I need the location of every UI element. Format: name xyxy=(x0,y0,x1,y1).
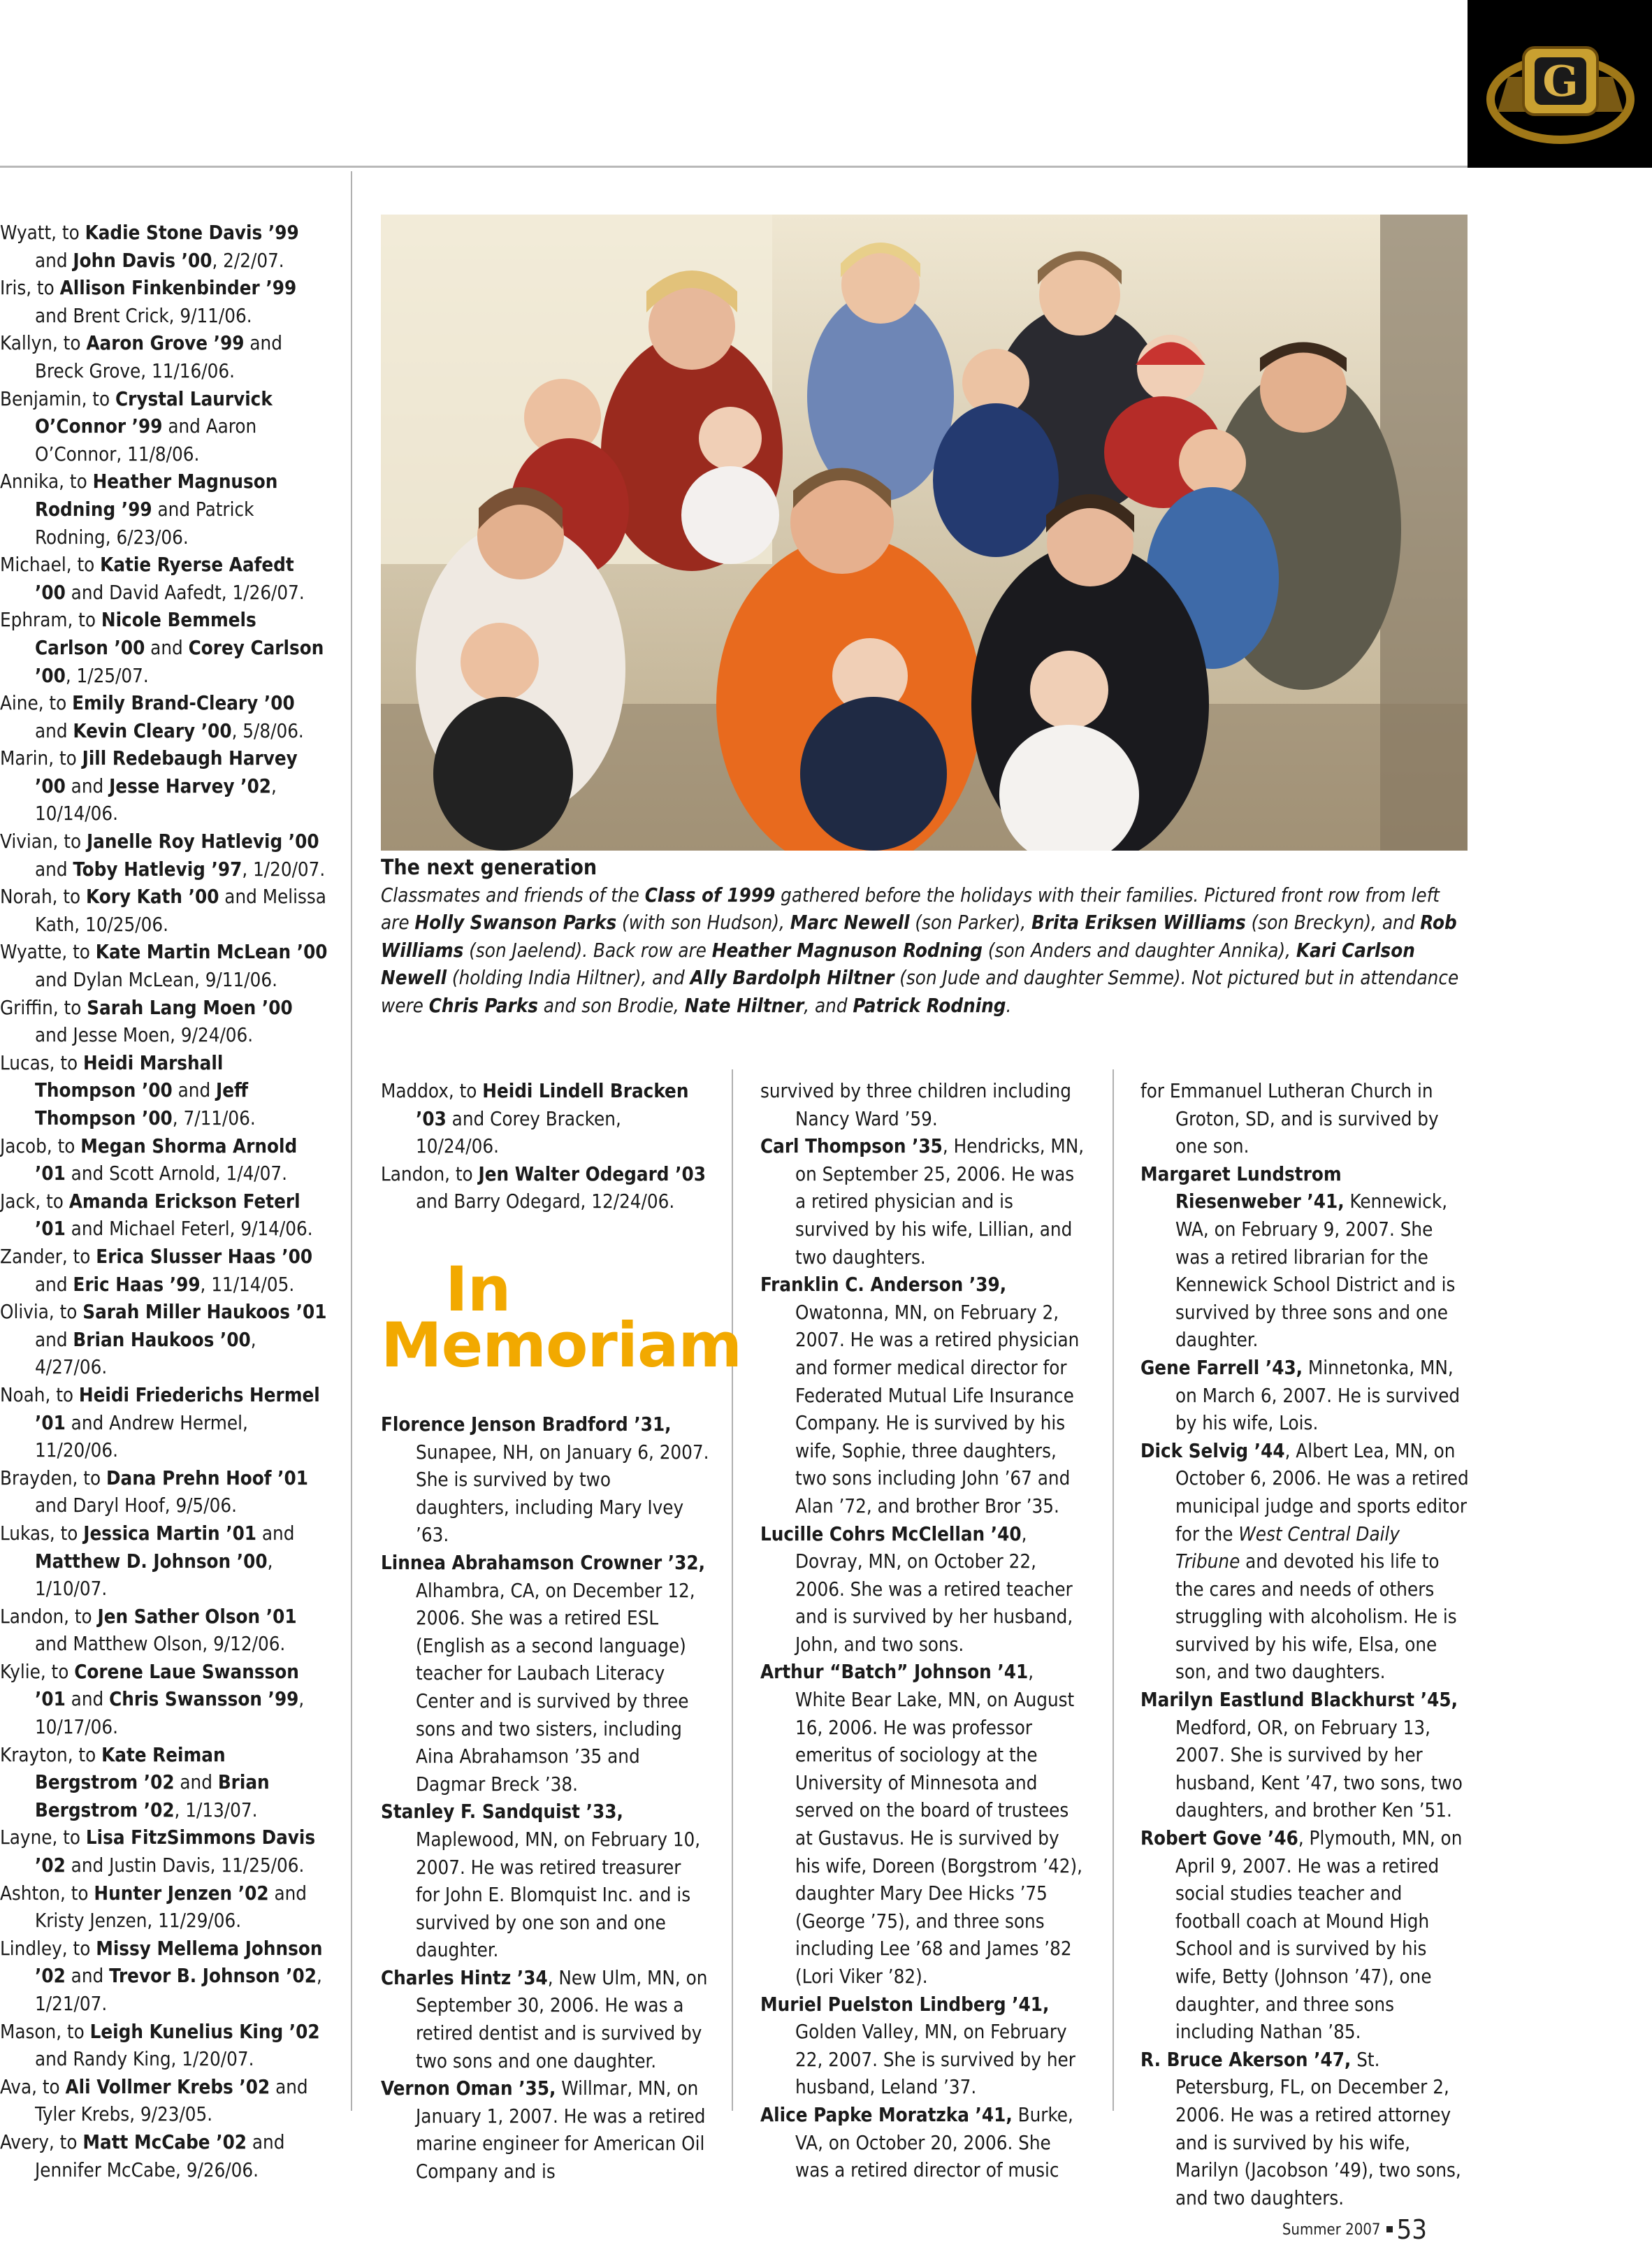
name-text: Dick Selvig ’44 xyxy=(1140,1439,1285,1462)
obituary-entry xyxy=(1140,1161,1469,1355)
group-photo xyxy=(381,215,1468,851)
name-text: Dana Prehn Hoof ’01 xyxy=(106,1466,308,1489)
text-run: Minnetonka, MN, on March 6, 2007. He is survived by his wife, Lois. xyxy=(1175,1356,1461,1435)
name-text: Kevin Cleary ’00 xyxy=(73,719,232,742)
text-run: , 1/20/07. xyxy=(242,858,326,881)
name-text: Ally Bardolph Hiltner xyxy=(690,967,894,990)
text-run: and Jesse Moen, 9/24/06. xyxy=(35,1024,254,1047)
name-text: Trevor B. Johnson ’02 xyxy=(109,1965,317,1988)
birth-announcement xyxy=(0,1520,328,1603)
text-run: Sunapee, NH, on January 6, 2007. She is survived by two daughters, including Mary Ivey ’63. xyxy=(416,1441,709,1547)
obituary-entry xyxy=(1140,1355,1469,1438)
text-run: and Corey Bracken, 10/24/06. xyxy=(416,1107,621,1158)
text-run: Alhambra, CA, on December 12, 2006. She was a retired ESL (English as a second language) teacher for Laubach Literacy Center and is survived by three sons and two sisters, including Aina Abrahamson ’35 and Dagmar Breck ’38. xyxy=(416,1579,695,1796)
birth-announcement xyxy=(0,2074,328,2129)
name-text: Amanda Erickson Feterl ’01 xyxy=(35,1190,300,1241)
text-run: , 1/21/07. xyxy=(35,1965,322,2015)
text-run: and Andrew Hermel, 11/20/06. xyxy=(35,1411,248,1462)
birth-announcement xyxy=(0,219,328,275)
obituary-entry xyxy=(1140,1825,1469,2047)
text-run: survived by three children including Nancy Ward ’59. xyxy=(760,1080,1071,1130)
text-run: and xyxy=(35,249,73,272)
name-text: Charles Hintz ’34 xyxy=(381,1966,548,1989)
text-run: (son Jude and daughter Semme). Not pictured but in attendance were xyxy=(381,967,1459,1017)
text-run: , 11/14/05. xyxy=(200,1273,295,1296)
memoriam-heading-line2: Memoriam xyxy=(381,1309,742,1381)
name-text: Janelle Roy Hatlevig ’00 xyxy=(86,830,319,853)
text-run: and son Brodie, xyxy=(537,994,685,1017)
text-run: and Aaron O’Connor, 11/8/06. xyxy=(35,415,257,465)
text-run: Kennewick, WA, on February 9, 2007. She was a retired librarian for the Kennewick School District and is survived by three sons and one daughter. xyxy=(1175,1190,1456,1352)
name-text: Jessica Martin ’01 xyxy=(83,1522,257,1545)
name-text: Emily Brand-Cleary ’00 xyxy=(72,692,295,715)
text-run: gathered before the holidays with their families. Pictured front row from left are xyxy=(381,883,1440,934)
text-run: Medford, OR, on February 13, 2007. She is survived by her husband, Kent ’47, two sons, two daughters, and brother Ken ’51. xyxy=(1175,1716,1463,1822)
text-run: for Emmanuel Lutheran Church in Groton, SD, and is survived by one son. xyxy=(1140,1080,1439,1158)
name-text: Aaron Grove ’99 xyxy=(86,332,245,355)
caption-text xyxy=(381,882,1471,1020)
text-run: , 1/10/07. xyxy=(35,1550,273,1601)
text-run: Kylie, to xyxy=(0,1660,75,1683)
text-run: and xyxy=(35,719,73,742)
name-text: Margaret Lundstrom Riesenweber ’41, xyxy=(1140,1162,1345,1213)
text-run: and xyxy=(35,1273,73,1296)
name-text: Kate Reiman Bergstrom ’02 xyxy=(35,1743,226,1794)
text-run: , 2/2/07. xyxy=(212,249,284,272)
text-run: , Dovray, MN, on October 22, 2006. She was a retired teacher and is survived by her husband, John, and two sons. xyxy=(795,1522,1073,1656)
name-text: Muriel Puelston Lindberg ’41, xyxy=(760,1993,1050,2016)
obituary-entry xyxy=(1140,2047,1469,2213)
class-ring-emblem xyxy=(1468,0,1652,168)
name-text: Missy Mellema Johnson ’02 xyxy=(35,1937,323,1988)
text-run: Landon, to xyxy=(381,1162,479,1185)
text-run: and xyxy=(65,774,110,797)
birth-announcement xyxy=(0,551,328,607)
name-text: R. Bruce Akerson ’47, xyxy=(1140,2048,1352,2071)
text-run: , 10/17/06. xyxy=(35,1688,305,1739)
name-text: Allison Finkenbinder ’99 xyxy=(59,277,297,300)
name-text: Erica Slusser Haas ’00 xyxy=(96,1245,313,1268)
name-text: Nate Hiltner xyxy=(684,994,804,1017)
text-run: Aine, to xyxy=(0,692,73,715)
name-text: Marilyn Eastlund Blackhurst ’45, xyxy=(1140,1689,1458,1712)
text-run: , Hendricks, MN, on September 25, 2006. He was a retired physician and is survived by his wife, Lillian, and two daughters. xyxy=(795,1135,1085,1269)
text-run: Maplewood, MN, on February 10, 2007. He was retired treasurer for John E. Blomquist Inc. and is survived by one son and one daughter. xyxy=(416,1828,701,1962)
text-run: and Brent Crick, 9/11/06. xyxy=(35,304,252,327)
text-run: Owatonna, MN, on February 2, 2007. He was a retired physician and former medical director for Federated Mutual Life Insurance Company. He is survived by his wife, Sophie, three daughters, two sons including John ’67 and Alan ’72, and brother Bror ’35. xyxy=(795,1301,1080,1517)
name-text: Nicole Bemmels Carlson ’00 xyxy=(35,609,256,659)
header-rule xyxy=(0,166,1468,168)
text-run: Zander, to xyxy=(0,1245,96,1268)
text-run: St. Petersburg, FL, on December 2, 2006. He was a retired attorney and is survived by his wife, Marilyn (Jacobson ’49), two sons, and two daughters. xyxy=(1175,2048,1461,2209)
text-run: and Dylan McLean, 9/11/06. xyxy=(35,969,277,992)
svg-text:G: G xyxy=(1542,57,1579,106)
birth-announcement xyxy=(0,1742,328,1825)
footer-bullet xyxy=(1386,2226,1393,2232)
text-run: (with son Hudson), xyxy=(616,911,790,934)
name-text: Heidi Friederichs Hermel ’01 xyxy=(35,1383,320,1434)
text-run: Ephram, to xyxy=(0,609,101,632)
obituary-entry xyxy=(381,1798,709,1965)
text-run: (holding India Hiltner), and xyxy=(447,967,690,990)
obituary-entry xyxy=(381,2075,709,2186)
name-text: Katie Ryerse Aafedt ’00 xyxy=(35,554,294,604)
text-run: and xyxy=(172,1079,217,1102)
name-text: Vernon Oman ’35, xyxy=(381,2077,556,2100)
text-run: Vivian, to xyxy=(0,830,87,853)
name-text: Class of 1999 xyxy=(644,883,776,907)
name-text: Sarah Miller Haukoos ’01 xyxy=(82,1301,327,1324)
name-text: Lisa FitzSimmons Davis ’02 xyxy=(35,1826,316,1877)
memoriam-column-2 xyxy=(760,1078,1089,2185)
text-run: and Randy King, 1/20/07. xyxy=(35,2048,254,2071)
text-run: , 7/11/06. xyxy=(172,1107,256,1129)
birth-announcement xyxy=(381,1161,709,1216)
text-run: and xyxy=(65,1965,110,1988)
name-text: Kate Martin McLean ’00 xyxy=(95,941,328,964)
text-run: and Justin Davis, 11/25/06. xyxy=(65,1854,305,1877)
name-text: Chris Parks xyxy=(428,994,538,1017)
text-run: and xyxy=(145,636,189,659)
text-run: Jacob, to xyxy=(0,1134,81,1157)
birth-announcement xyxy=(0,1382,328,1465)
text-run: , 1/25/07. xyxy=(65,664,149,687)
birth-announcement xyxy=(0,1465,328,1520)
text-run: , 4/27/06. xyxy=(35,1328,256,1379)
text-run: , 5/8/06. xyxy=(231,719,304,742)
name-text: Jen Walter Odegard ’03 xyxy=(478,1162,706,1185)
obituary-entry xyxy=(381,1411,709,1550)
name-text: Marc Newell xyxy=(790,911,910,934)
text-run: , 1/13/07. xyxy=(174,1798,258,1821)
text-run: Marin, to xyxy=(0,747,82,770)
birth-announcement xyxy=(0,1243,328,1299)
birth-announcement xyxy=(0,939,328,994)
name-text: Lucille Cohrs McClellan ’40 xyxy=(760,1522,1022,1545)
name-text: Stanley F. Sandquist ’33, xyxy=(381,1800,623,1824)
name-text: Heidi Lindell Bracken ’03 xyxy=(416,1080,689,1130)
birth-announcement xyxy=(0,1299,328,1382)
birth-announcement xyxy=(0,1133,328,1188)
text-run: Annika, to xyxy=(0,470,93,493)
text-run: Lucas, to xyxy=(0,1051,84,1074)
text-run: Wyatte, to xyxy=(0,941,96,964)
birth-announcement xyxy=(0,745,328,828)
obituary-entry xyxy=(381,1550,709,1798)
text-run: . xyxy=(1006,994,1012,1017)
birth-announcement xyxy=(0,1824,328,1879)
name-text: Jeff Thompson ’00 xyxy=(35,1079,249,1129)
name-text: Brian Haukoos ’00 xyxy=(73,1328,251,1351)
name-text: Corene Laue Swansson ’01 xyxy=(35,1660,299,1711)
obituary-entry xyxy=(760,1659,1089,1991)
text-run: and Melissa Kath, 10/25/06. xyxy=(35,886,326,936)
text-run: Olivia, to xyxy=(0,1301,83,1324)
text-run: Iris, to xyxy=(0,277,60,300)
obituary-entry xyxy=(760,1521,1089,1659)
text-run: Griffin, to xyxy=(0,996,87,1019)
text-run: Willmar, MN, on January 1, 2007. He was a retired marine engineer for American Oil Company and is xyxy=(416,2077,706,2183)
birth-announcement xyxy=(0,468,328,551)
name-text: Kory Kath ’00 xyxy=(86,886,219,909)
text-run: West Central Daily Tribune xyxy=(1175,1522,1400,1573)
page-footer xyxy=(1282,2214,1427,2245)
name-text: Arthur “Batch” Johnson ’41 xyxy=(760,1661,1029,1684)
name-text: Kadie Stone Davis ’99 xyxy=(85,222,299,244)
name-text: Patrick Rodning xyxy=(853,994,1006,1017)
text-run: and xyxy=(35,1328,73,1351)
text-run: and xyxy=(35,858,73,881)
text-run: and Jennifer McCabe, 9/26/06. xyxy=(35,2130,285,2181)
birth-announcement xyxy=(0,1050,328,1133)
name-text: Heidi Marshall Thompson ’00 xyxy=(35,1051,224,1102)
name-text: Linnea Abrahamson Crowner ’32, xyxy=(381,1551,706,1574)
text-run: , 10/14/06. xyxy=(35,774,277,825)
text-run: Wyatt, to xyxy=(0,222,85,244)
birth-announcement xyxy=(0,275,328,330)
name-text: Rob Williams xyxy=(381,911,1457,962)
name-text: John Davis ’00 xyxy=(73,249,212,272)
text-run: Burke, VA, on October 20, 2006. She was a retired director of music xyxy=(795,2103,1073,2182)
text-run: Lukas, to xyxy=(0,1522,84,1545)
text-run: and Matthew Olson, 9/12/06. xyxy=(35,1633,286,1656)
text-run: and devoted his life to the cares and needs of others struggling with alcoholism. He is survived by his wife, Elsa, one son, and two daughters. xyxy=(1175,1550,1457,1684)
name-text: Corey Carlson ’00 xyxy=(35,636,324,687)
text-run: Maddox, to xyxy=(381,1080,483,1102)
birth-announcement xyxy=(0,1603,328,1659)
birth-announcement xyxy=(0,690,328,745)
text-run: Classmates and friends of the xyxy=(381,883,645,907)
obituary-entry xyxy=(1140,1687,1469,1825)
text-run: and Patrick Rodning, 6/23/06. xyxy=(35,498,254,549)
in-memoriam-heading xyxy=(381,1253,742,1381)
birth-announcement xyxy=(0,1935,328,2019)
text-run: and Tyler Krebs, 9/23/05. xyxy=(35,2075,308,2126)
text-run: , New Ulm, MN, on September 30, 2006. He was a retired dentist and is survived by two sons and one daughter. xyxy=(416,1966,708,2072)
text-run: and Breck Grove, 11/16/06. xyxy=(35,332,282,382)
birth-announcement xyxy=(0,2019,328,2074)
name-text: Crystal Laurvick O’Connor ’99 xyxy=(35,387,273,438)
memoriam-column-1 xyxy=(381,1411,709,2186)
text-run: (son Jaelend). Back row are xyxy=(463,939,712,962)
memoriam-column-3 xyxy=(1140,1078,1469,2212)
text-run: and xyxy=(256,1522,295,1545)
name-text: Brita Eriksen Williams xyxy=(1031,911,1246,934)
birth-announcement xyxy=(0,330,328,385)
birth-announcement xyxy=(0,2129,328,2184)
text-run: and David Aafedt, 1/26/07. xyxy=(65,581,305,604)
obituary-entry xyxy=(760,1271,1089,1520)
text-run: Benjamin, to xyxy=(0,387,115,410)
text-run: Lindley, to xyxy=(0,1937,96,1960)
text-run: Noah, to xyxy=(0,1383,79,1406)
obituary-entry xyxy=(760,1991,1089,2102)
text-run: and xyxy=(174,1771,218,1794)
text-run: Kallyn, to xyxy=(0,332,87,355)
text-run: (son Breckyn), and xyxy=(1245,911,1421,934)
name-text: Carl Thompson ’35 xyxy=(760,1135,943,1158)
obituary-entry xyxy=(381,1965,709,2075)
text-run: Jack, to xyxy=(0,1190,69,1213)
name-text: Brian Bergstrom ’02 xyxy=(35,1771,270,1821)
births-list-left xyxy=(0,219,328,2184)
name-text: Matt McCabe ’02 xyxy=(82,2130,247,2153)
birth-announcement xyxy=(381,1078,709,1161)
text-run: (son Parker), xyxy=(909,911,1031,934)
name-text: Robert Gove ’46 xyxy=(1140,1827,1298,1850)
name-text: Alice Papke Moratzka ’41, xyxy=(760,2103,1013,2126)
name-text: Kari Carlson Newell xyxy=(381,939,1415,990)
obituary-entry xyxy=(760,1133,1089,1271)
birth-announcement xyxy=(0,828,328,883)
text-run: Krayton, to xyxy=(0,1743,102,1766)
text-run: (son Anders and daughter Annika), xyxy=(983,939,1296,962)
text-run: and Scott Arnold, 1/4/07. xyxy=(65,1162,287,1185)
birth-announcement xyxy=(0,386,328,469)
name-text: Jesse Harvey ’02 xyxy=(109,774,272,797)
text-run: , Albert Lea, MN, on October 6, 2006. He was a retired municipal judge and sports editor for the xyxy=(1175,1439,1469,1545)
text-run: , White Bear Lake, MN, on August 16, 2006. He was professor emeritus of sociology at the University of Minnesota and served on the board of trustees at Gustavus. He is survived by his wife, Doreen (Borgstrom ’42), daughter Mary Dee Hicks ’75 (George ’75), and three sons including Lee ’68 and James ’82 (Lori Viker ’82). xyxy=(795,1661,1083,1988)
name-text: Leigh Kunelius King ’02 xyxy=(89,2020,320,2043)
obituary-entry xyxy=(760,1078,1089,1133)
text-run: and Michael Feterl, 9/14/06. xyxy=(65,1218,313,1241)
column-divider xyxy=(351,171,352,2111)
text-run: and Daryl Hoof, 9/5/06. xyxy=(35,1494,237,1517)
birth-announcement xyxy=(0,883,328,939)
name-text: Florence Jenson Bradford ’31, xyxy=(381,1413,672,1436)
text-run: Landon, to xyxy=(0,1605,98,1628)
text-run: Brayden, to xyxy=(0,1466,106,1489)
text-run: Layne, to xyxy=(0,1826,86,1849)
name-text: Heather Magnuson Rodning xyxy=(711,939,983,962)
text-run: , Plymouth, MN, on April 9, 2007. He was a retired social studies teacher and football coach at Mound High School and is survived by his wife, Betty (Johnson ’47), one daughter, and three sons including Nathan ’85. xyxy=(1175,1827,1463,2044)
text-run: and xyxy=(65,1688,110,1711)
birth-announcement xyxy=(0,1659,328,1742)
name-text: Jen Sather Olson ’01 xyxy=(97,1605,297,1628)
name-text: Jill Redebaugh Harvey ’00 xyxy=(35,747,298,797)
name-text: Ali Vollmer Krebs ’02 xyxy=(65,2075,270,2098)
text-run: Michael, to xyxy=(0,554,101,577)
name-text: Chris Swansson ’99 xyxy=(109,1688,299,1711)
births-list-middle xyxy=(381,1078,709,1216)
name-text: Matthew D. Johnson ’00 xyxy=(35,1550,268,1573)
birth-announcement xyxy=(0,1188,328,1243)
memoriam-heading-line1: In xyxy=(445,1253,511,1325)
birth-announcement xyxy=(0,607,328,690)
name-text: Hunter Jenzen ’02 xyxy=(94,1882,269,1905)
photo-caption xyxy=(381,854,1471,1020)
text-run: and Barry Odegard, 12/24/06. xyxy=(416,1190,675,1213)
text-run: and Kristy Jenzen, 11/29/06. xyxy=(35,1882,307,1933)
name-text: Sarah Lang Moen ’00 xyxy=(87,996,293,1019)
page-number: 53 xyxy=(1396,2214,1427,2245)
name-text: Holly Swanson Parks xyxy=(414,911,617,934)
column-divider xyxy=(1113,1069,1114,2111)
name-text: Franklin C. Anderson ’39, xyxy=(760,1273,1007,1297)
obituary-entry xyxy=(1140,1438,1469,1687)
obituary-entry xyxy=(1140,1078,1469,1161)
name-text: Gene Farrell ’43, xyxy=(1140,1356,1303,1379)
text-run: Golden Valley, MN, on February 22, 2007. She is survived by her husband, Leland ’37. xyxy=(795,2021,1075,2099)
name-text: Heather Magnuson Rodning ’99 xyxy=(35,470,278,521)
text-run: Avery, to xyxy=(0,2130,83,2153)
text-run: Mason, to xyxy=(0,2020,90,2043)
column-divider xyxy=(732,1069,733,2111)
name-text: Eric Haas ’99 xyxy=(73,1273,201,1296)
birth-announcement xyxy=(0,995,328,1050)
caption-title: The next generation xyxy=(381,856,597,880)
obituary-entry xyxy=(760,2102,1089,2185)
issue-label: Summer 2007 xyxy=(1282,2221,1381,2239)
text-run: , and xyxy=(804,994,853,1017)
birth-announcement xyxy=(0,1880,328,1935)
name-text: Toby Hatlevig ’97 xyxy=(73,858,242,881)
text-run: Ashton, to xyxy=(0,1882,94,1905)
text-run: Ava, to xyxy=(0,2075,66,2098)
text-run: Norah, to xyxy=(0,886,87,909)
name-text: Megan Shorma Arnold ’01 xyxy=(35,1134,298,1185)
